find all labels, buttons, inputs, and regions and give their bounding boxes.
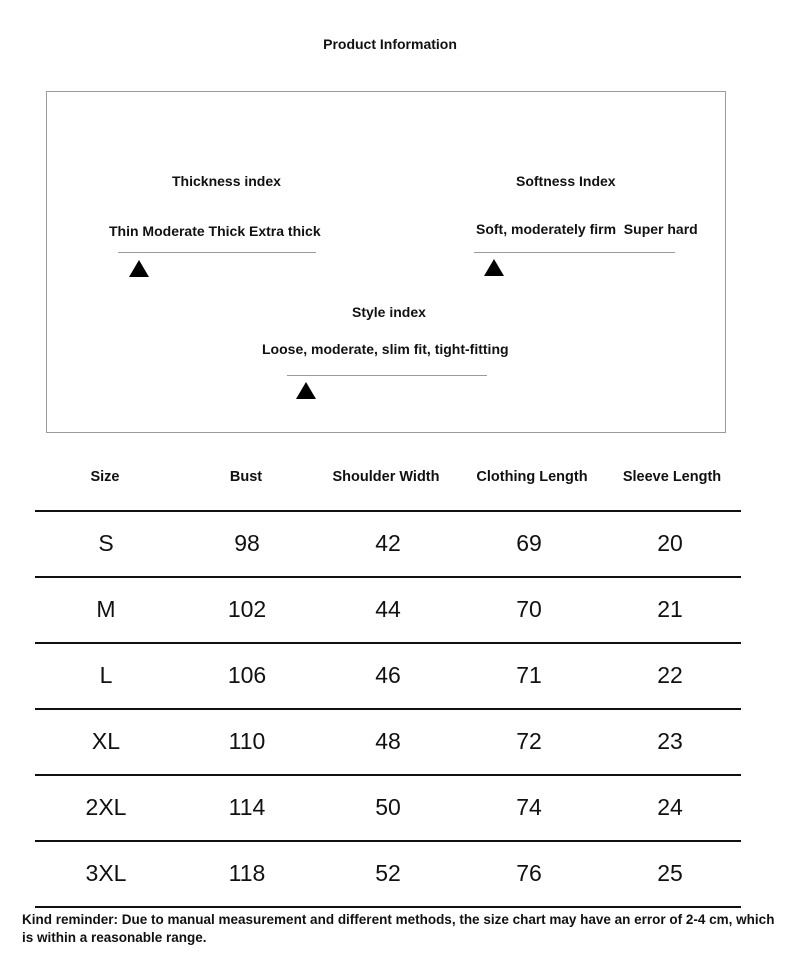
table-cell-clothing-length: 71	[516, 662, 542, 688]
thickness-scale-line	[118, 252, 316, 253]
table-cell-clothing-length: 72	[516, 728, 542, 754]
table-cell-sleeve-length: 22	[657, 662, 683, 688]
table-cell-size: XL	[91, 728, 121, 754]
table-cell-sleeve-length: 20	[657, 530, 683, 556]
table-cell-size: 2XL	[85, 794, 127, 820]
softness-index-scale: Soft, moderately firm Super hard	[476, 221, 698, 237]
table-cell-size: 3XL	[85, 860, 127, 886]
thickness-marker-icon	[129, 260, 149, 277]
table-rule	[35, 510, 741, 512]
table-cell-shoulder-width: 52	[375, 860, 401, 886]
table-cell-bust: 110	[228, 728, 266, 754]
table-row	[0, 728, 790, 758]
table-row	[0, 596, 790, 626]
table-cell-sleeve-length: 24	[657, 794, 683, 820]
table-rule	[35, 576, 741, 578]
softness-scale-line	[474, 252, 675, 253]
column-header-clothing-length: Clothing Length	[476, 469, 588, 485]
table-cell-clothing-length: 74	[516, 794, 542, 820]
table-rule	[35, 774, 741, 776]
style-scale-line	[287, 375, 487, 376]
table-cell-size: S	[98, 530, 114, 556]
table-cell-size: M	[96, 596, 116, 622]
table-cell-shoulder-width: 50	[375, 794, 401, 820]
table-cell-bust: 114	[228, 794, 266, 820]
table-cell-bust: 118	[228, 860, 266, 886]
table-cell-bust: 106	[227, 662, 267, 688]
style-index-scale: Loose, moderate, slim fit, tight-fitting	[262, 341, 509, 357]
table-cell-sleeve-length: 21	[657, 596, 683, 622]
table-rule	[35, 708, 741, 710]
table-cell-bust: 102	[227, 596, 267, 622]
table-cell-sleeve-length: 25	[657, 860, 683, 886]
table-cell-shoulder-width: 42	[375, 530, 401, 556]
table-cell-shoulder-width: 48	[375, 728, 401, 754]
softness-marker-icon	[484, 259, 504, 276]
table-cell-shoulder-width: 46	[375, 662, 401, 688]
table-row	[0, 860, 790, 890]
page-title: Product Information	[323, 36, 457, 52]
measurement-reminder-note: Kind reminder: Due to manual measurement and different methods, the size chart may have an error of 2-4 cm, which is within a reasonable range.	[22, 912, 775, 945]
column-header-sleeve-length: Sleeve Length	[622, 469, 722, 485]
column-header-shoulder-width: Shoulder Width	[332, 469, 440, 485]
style-marker-icon	[296, 382, 316, 399]
table-rule	[35, 906, 741, 908]
table-cell-size: L	[99, 662, 113, 688]
table-cell-shoulder-width: 44	[375, 596, 401, 622]
thickness-index-scale: Thin Moderate Thick Extra thick	[109, 223, 321, 239]
table-row	[0, 794, 790, 824]
table-cell-sleeve-length: 23	[657, 728, 683, 754]
table-cell-clothing-length: 70	[516, 596, 542, 622]
softness-index-title: Softness Index	[516, 173, 616, 189]
table-rule	[35, 840, 741, 842]
thickness-index-title: Thickness index	[172, 173, 281, 189]
table-rule	[35, 642, 741, 644]
table-cell-bust: 98	[234, 530, 260, 556]
table-cell-clothing-length: 69	[516, 530, 542, 556]
table-cell-clothing-length: 76	[516, 860, 542, 886]
table-row	[0, 530, 790, 560]
column-header-bust: Bust	[229, 469, 263, 485]
column-header-size: Size	[90, 469, 120, 485]
table-row	[0, 662, 790, 692]
style-index-title: Style index	[352, 304, 426, 320]
